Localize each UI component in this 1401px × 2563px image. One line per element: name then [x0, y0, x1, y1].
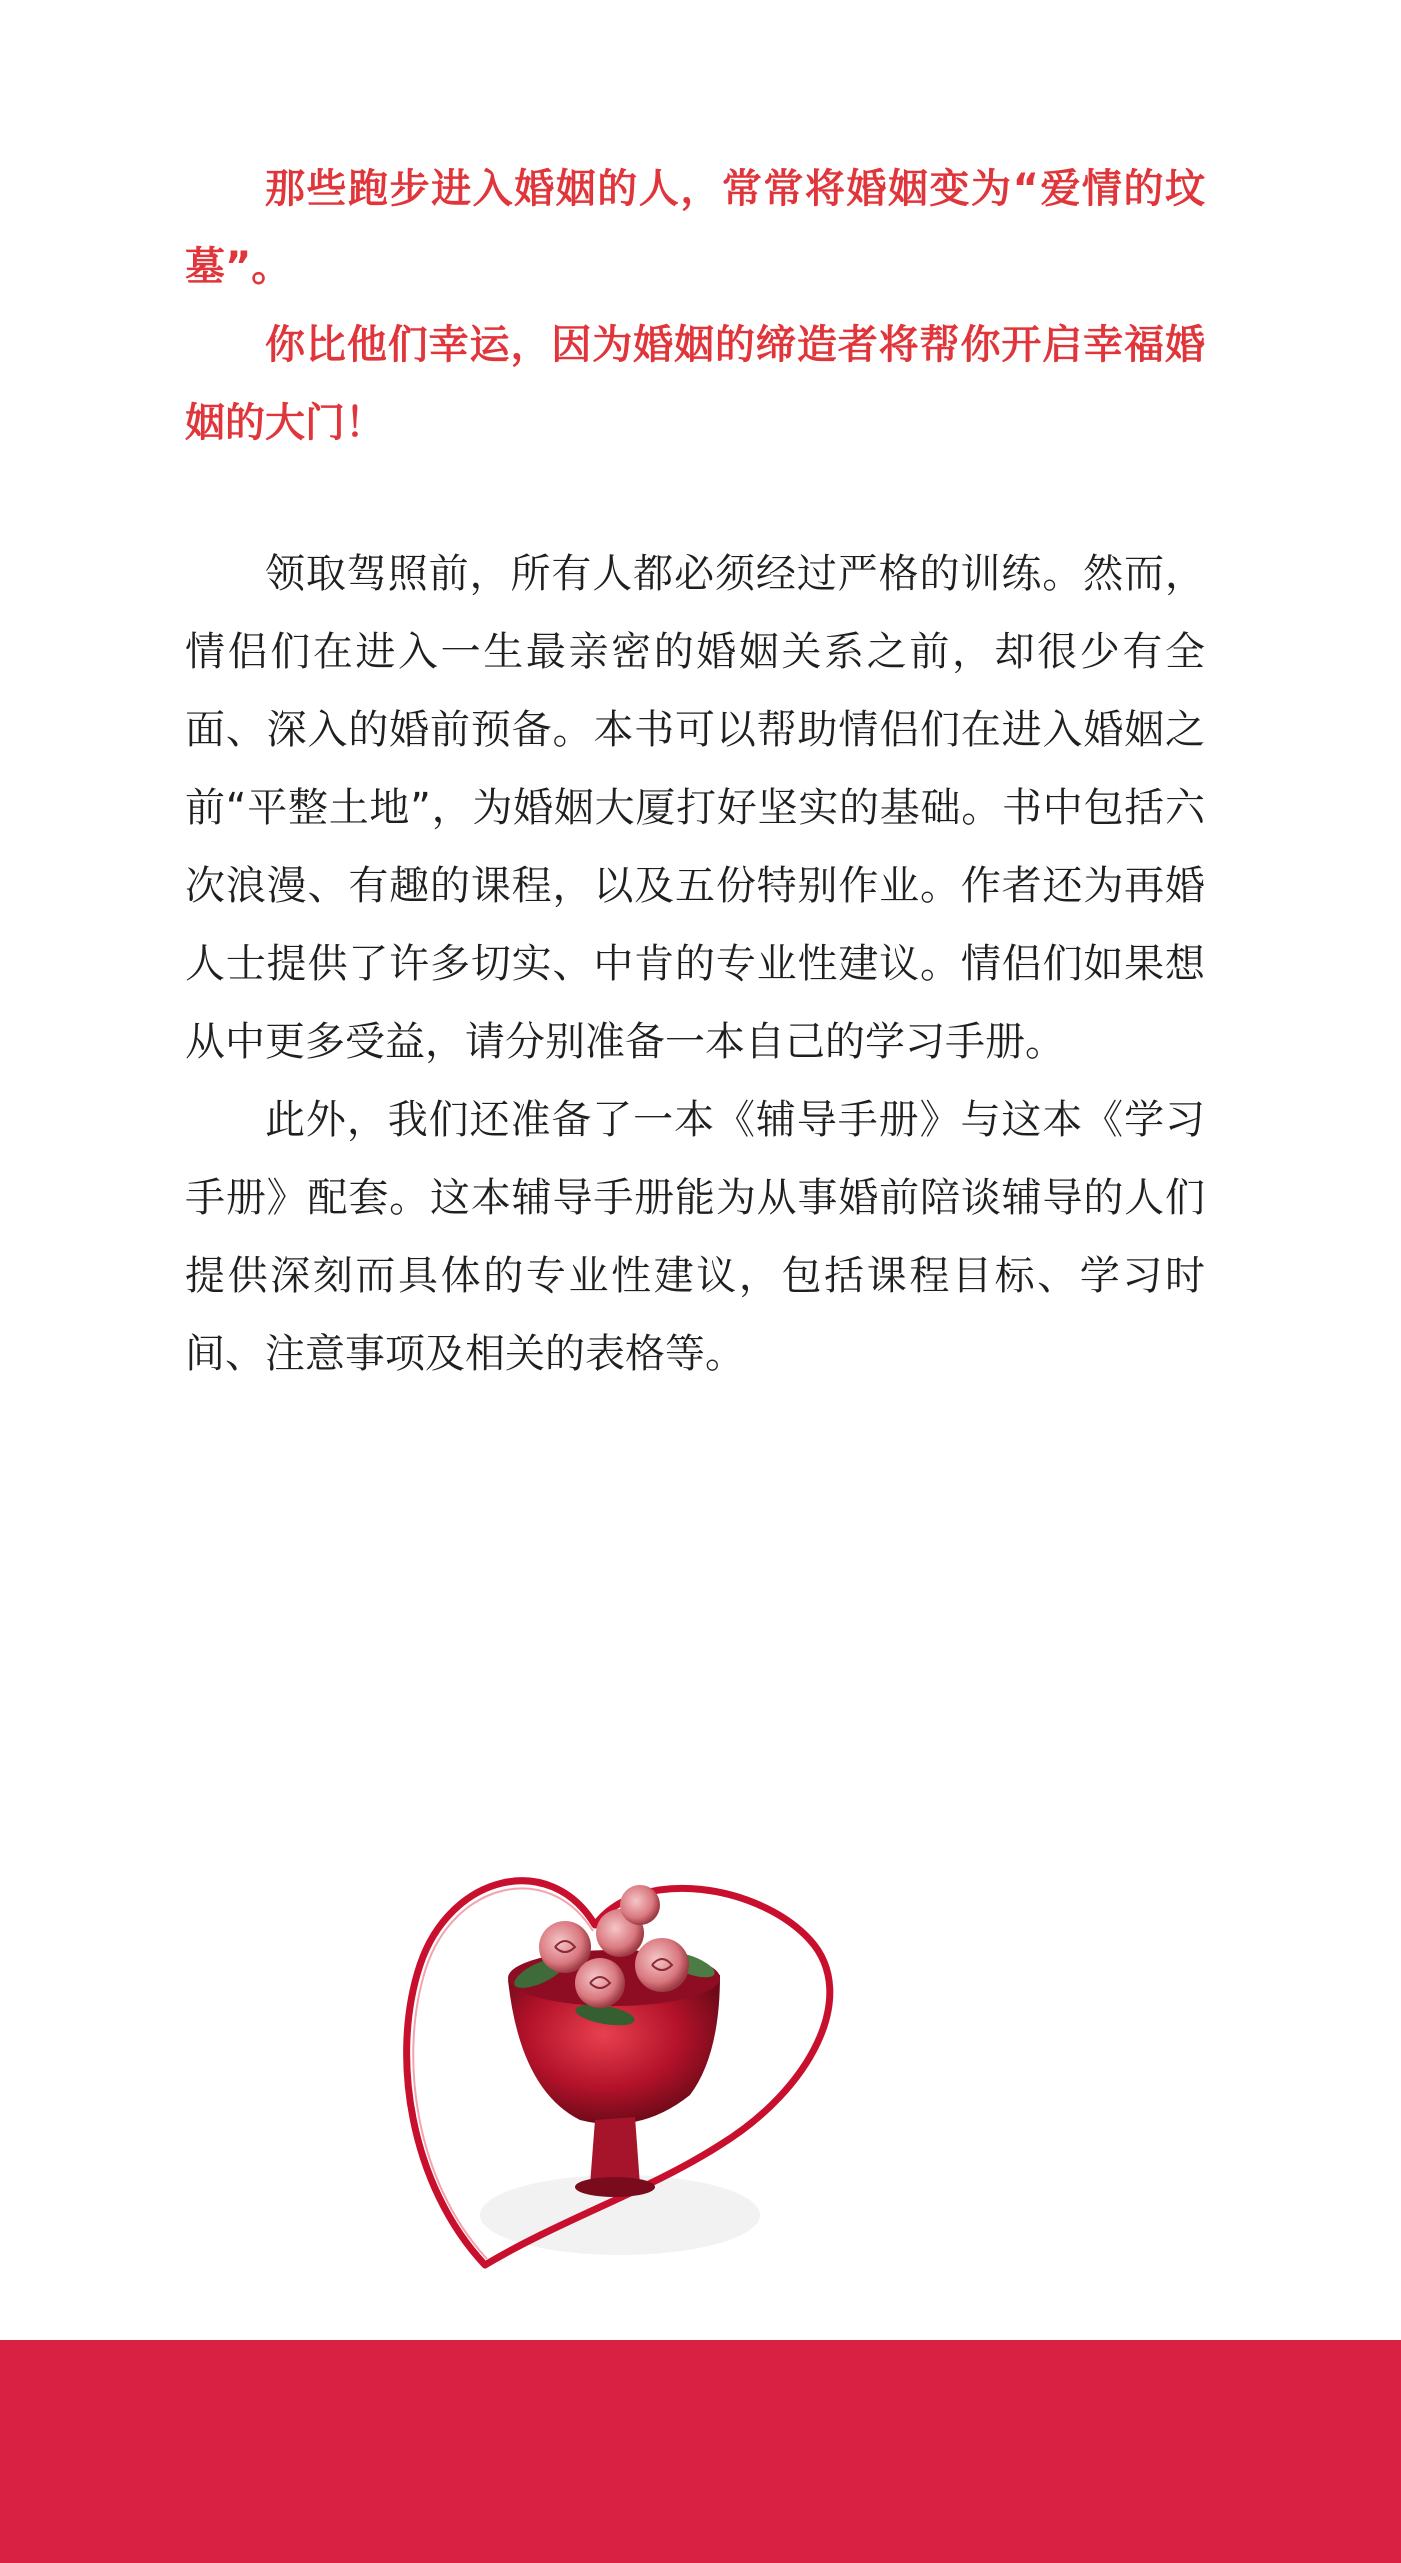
rose	[575, 1958, 625, 2008]
intro-paragraph-1: 那些跑步进入婚姻的人，常常将婚姻变为“爱情的坟墓”。	[185, 166, 1205, 290]
description-paragraph-2: 此外，我们还准备了一本《辅导手册》与这本《学习手册》配套。这本辅导手册能为从事婚前陪谈辅导的人们提供深刻而具体的专业性建议，包括课程目标、学习时间、注意事项及相关的表格等。	[185, 1097, 1205, 1377]
rose	[620, 1885, 660, 1925]
intro-text	[185, 150, 1205, 462]
description-paragraph-1: 领取驾照前，所有人都必须经过严格的训练。然而，情侣们在进入一生最亲密的婚姻关系之前，却很少有全面、深入的婚前预备。本书可以帮助情侣们在进入婚姻之前“平整土地”，为婚姻大厦打好坚实的基础。书中包括六次浪漫、有趣的课程，以及五份特别作业。作者还为再婚人士提供了许多切实、中肯的专业性建议。情侣们如果想从中更多受益，请分别准备一本自己的学习手册。	[185, 551, 1205, 1065]
intro-paragraph-2: 你比他们幸运，因为婚姻的缔造者将帮你开启幸福婚姻的大门！	[185, 322, 1205, 446]
description-text	[185, 535, 1205, 1393]
footer-red-band	[0, 2340, 1401, 2563]
rose	[635, 1938, 689, 1992]
heart-ribbon-bouquet-image	[390, 1855, 930, 2295]
bowl-base	[575, 2177, 655, 2197]
